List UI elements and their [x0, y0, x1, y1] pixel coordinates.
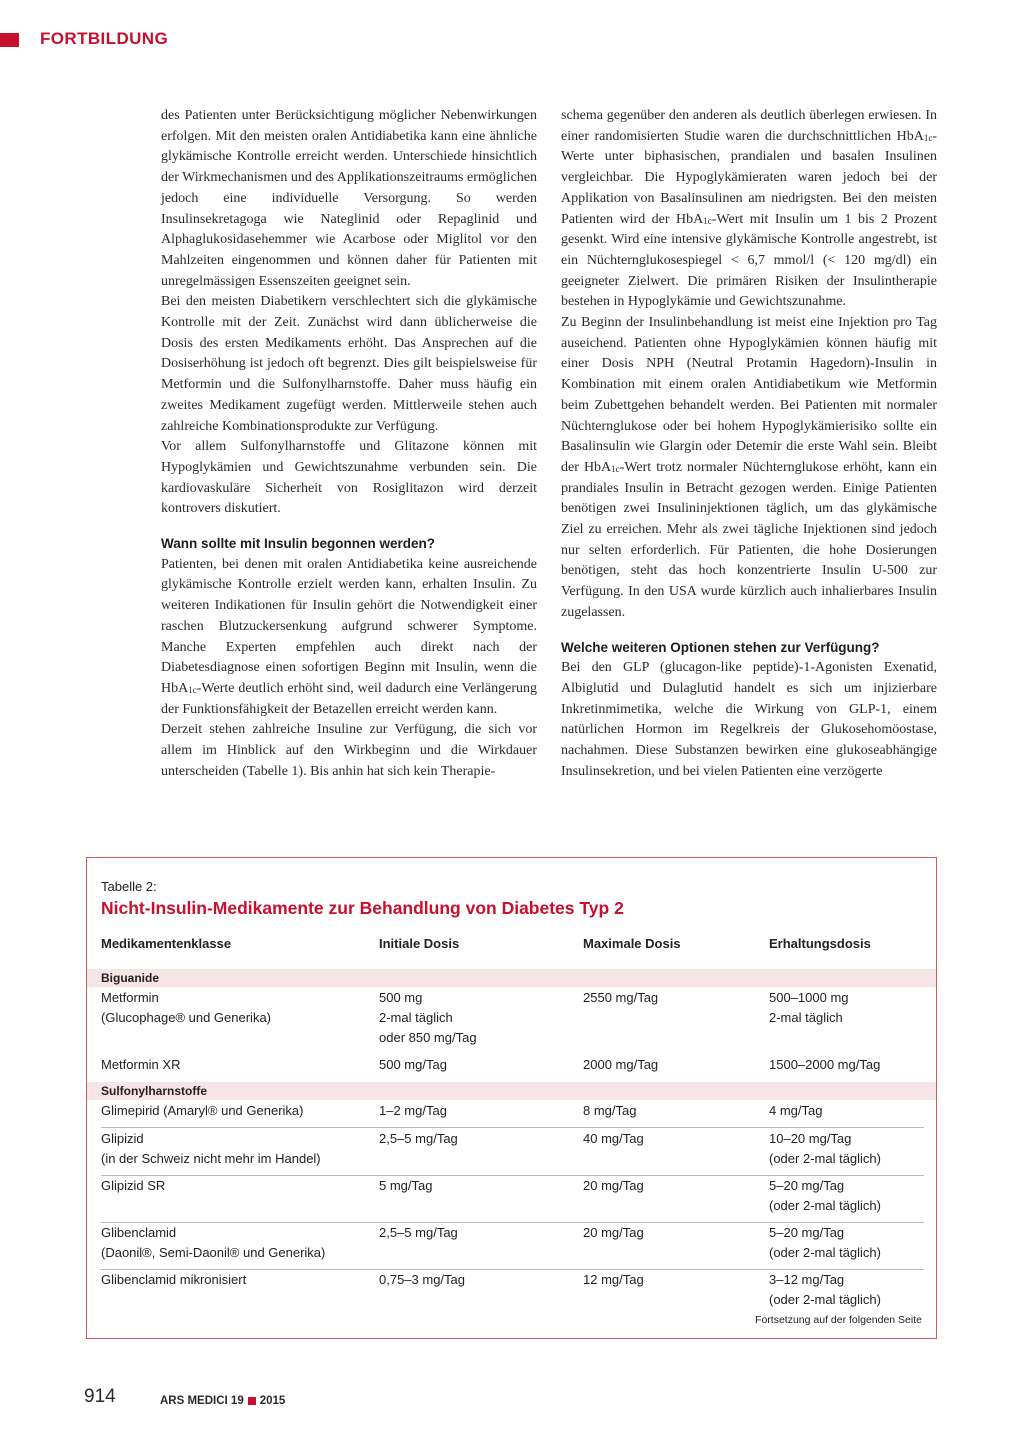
table-cell: [101, 1176, 165, 1196]
table-cell: [583, 1129, 644, 1149]
table-cell: [769, 1176, 881, 1216]
cell-line: Glipizid: [101, 1131, 144, 1146]
cell-line: 2550 mg/Tag: [583, 990, 659, 1005]
journal-year: 2015: [259, 1395, 286, 1407]
cell-line: 12 mg/Tag: [583, 1272, 644, 1287]
table-cell: [101, 1270, 246, 1290]
table-cell: [769, 1129, 881, 1169]
cell-line: oder 850 mg/Tag: [379, 1030, 477, 1045]
table-box: [86, 857, 937, 1339]
paragraph: schema gegenüber den anderen als deutlich überlegen erwiesen. In einer randomisierten Studie waren die durchschnittlichen HbA$_{1c}$-Werte unter biphasischen, prandialen und basalen Insulinen vergleichbar. Die Hypoglykämieraten waren jedoch bei der Applikation von Basalinsulinen am niedrigsten. Bei den meisten Patienten wird der HbA$_{1c}$-Wert mit Insulin um 1 bis 2 Prozent gesenkt. Wird eine intensive glykämische Kontrolle angestrebt, ist ein Nüchternglukosespiegel < 6,7 mmol/l (< 120 mg/dl) ein geeigneter Zielwert. Die primären Risiken der Insulintherapie bestehen in Hypoglykämie und Gewichtszunahme.: [561, 108, 938, 310]
cell-line: 2-mal täglich: [379, 1010, 453, 1025]
table-cell: [101, 1129, 321, 1169]
table-cell: [101, 988, 271, 1028]
table-cell: [379, 1176, 432, 1196]
table-cell: [379, 1223, 458, 1243]
table-category: Sulfonylharnstoffe: [87, 1082, 936, 1100]
table-cell: [583, 1055, 658, 1075]
table-cell: [583, 1270, 644, 1290]
table-cell: [769, 988, 849, 1028]
table-cell: [583, 1176, 644, 1196]
cell-line: 500 mg: [379, 990, 423, 1005]
cell-line: 2,5–5 mg/Tag: [379, 1131, 458, 1146]
cell-line: 5–20 mg/Tag: [769, 1225, 845, 1240]
table-row: [101, 1129, 924, 1176]
table-cell: [101, 1055, 180, 1075]
left-column: [161, 106, 537, 783]
journal-name: ARS MEDICI 19: [160, 1395, 244, 1407]
right-column: [561, 106, 937, 783]
cell-line: Glibenclamid: [101, 1225, 177, 1240]
table-cell: [769, 1055, 880, 1075]
column-header: Medikamentenklasse: [101, 936, 232, 951]
table-row: [101, 1270, 924, 1316]
paragraph: des Patienten unter Berücksichtigung möglicher Nebenwirkungen erfolgen. Mit den meisten oralen Antidiabetika kann eine ähnliche glykämische Kontrolle erreicht werden. Unterschiede hinsichtlich der Wirkmechanismen und des Applikationszeitraums ermöglichen jedoch eine individuelle Versorgung. So werden Insulinsekretagoga wie Nateglinid oder Repaglinid und Alphaglukosidasehemmer wie Acarbose oder Miglitol vor den Mahlzeiten eingenommen und können daher für Patienten mit unregelmässigen Essenszeiten geeignet sein.: [161, 108, 537, 289]
cell-line: 20 mg/Tag: [583, 1178, 644, 1193]
cell-line: (oder 2-mal täglich): [769, 1198, 881, 1213]
cell-line: (Daonil®, Semi-Daonil® und Generika): [101, 1245, 326, 1260]
cell-line: 4 mg/Tag: [769, 1103, 823, 1118]
cell-line: 500 mg/Tag: [379, 1057, 447, 1072]
cell-line: 1500–2000 mg/Tag: [769, 1057, 881, 1072]
cell-line: Glimepirid (Amaryl® und Generika): [101, 1103, 304, 1118]
table-row: [101, 1101, 924, 1128]
section-label: FORTBILDUNG: [40, 29, 169, 48]
table-row: [101, 988, 924, 1054]
table-cell: [379, 1129, 458, 1149]
table-cell: [769, 1223, 881, 1263]
journal-info: [160, 1395, 285, 1407]
cell-line: 20 mg/Tag: [583, 1225, 644, 1240]
paragraph: Zu Beginn der Insulinbehandlung ist meist eine Injektion pro Tag auseichend. Patienten ohne Hypoglykämien können häufig mit einer Dosis NPH (Neutral Protamin Hagedorn)-Insulin in Kombination mit einem oralen Antidiabetikum wie Metformin beim Zubettgehen behandelt werden. Bei Patienten mit normaler Nüchternglukose oder bei hohem Hypoglykämierisiko sollte ein Basalinsulin wie Glargin oder Detemir die erste Wahl sein. Bleibt der HbA$_{1c}$-Wert trotz normaler Nüchternglukose erhöht, kann ein prandiales Insulin in Betracht gezogen werden. Einige Patienten benötigen zwei Insulininjektionen täglich, um das glykämische Ziel zu erreichen. Mehr als zwei tägliche Injektionen sind jedoch nur selten erforderlich. Für Patienten, die hohe Dosierungen benötigen, steht das hoch konzentrierte Insulin U-500 zur Verfügung. In den USA wurde kürzlich auch inhalierbares Insulin zugelassen.: [561, 315, 937, 620]
cell-line: 3–12 mg/Tag: [769, 1272, 845, 1287]
section-heading: Welche weiteren Optionen stehen zur Verfügung?: [561, 639, 880, 655]
cell-line: Glibenclamid mikronisiert: [101, 1272, 247, 1287]
cell-line: 2000 mg/Tag: [583, 1057, 659, 1072]
paragraph: Bei den meisten Diabetikern verschlechtert sich die glykämische Kontrolle mit der Zeit. Zunächst wird dann üblicherweise die Dosis des ersten Medikaments erhöht. Das Ansprechen auf die Dosiserhöhung ist jedoch oft begrenzt. Dies gilt beispielsweise für Metformin und die Sulfonylharnstoffe. Daher muss häufig ein zweites Medikament zugefügt werden. Mittlerweile stehen auch zahlreiche Kombinationsprodukte zur Verfügung.: [161, 294, 537, 434]
table-cell: [379, 988, 477, 1048]
cell-line: 0,75–3 mg/Tag: [379, 1272, 466, 1287]
cell-line: 500–1000 mg: [769, 990, 849, 1005]
table-title: Nicht-Insulin-Medikamente zur Behandlung von Diabetes Typ 2: [101, 898, 624, 918]
table-cell: [101, 1101, 303, 1121]
table-cell: [583, 1223, 644, 1243]
table-label: Tabelle 2:: [101, 879, 157, 894]
section-heading: Wann sollte mit Insulin begonnen werden?: [161, 536, 436, 552]
cell-line: Glipizid SR: [101, 1178, 166, 1193]
section-marker: [0, 33, 19, 47]
cell-line: (Glucophage® und Generika): [101, 1010, 272, 1025]
cell-line: 2-mal täglich: [769, 1010, 843, 1025]
cell-line: (oder 2-mal täglich): [769, 1151, 881, 1166]
cell-line: (oder 2-mal täglich): [769, 1292, 881, 1307]
table-cell: [379, 1270, 465, 1290]
cell-line: 40 mg/Tag: [583, 1131, 644, 1146]
cell-line: 5 mg/Tag: [379, 1178, 433, 1193]
cell-line: 8 mg/Tag: [583, 1103, 637, 1118]
paragraph: Bei den GLP (glucagon-like peptide)-1-Agonisten Exenatid, Albiglutid und Dulaglutid handelt es sich um injizierbare Inkretinmimetika, welche die Wirkung von GLP-1, einem natürlichen Hormon im Regelkreis der Glukosehomöostase, nachahmen. Diese Substanzen bewirken eine glukoseabhängige Insulinsekretion, und bei vielen Patienten eine verzögerte: [561, 660, 937, 779]
cell-line: 10–20 mg/Tag: [769, 1131, 852, 1146]
paragraph: Derzeit stehen zahlreiche Insuline zur Verfügung, die sich vor allem im Hinblick auf den Wirkbeginn und die Wirkdauer unterscheiden (Tabelle 1). Bis anhin hat sich kein Therapie-: [161, 722, 537, 779]
cell-line: Metformin: [101, 990, 159, 1005]
column-header: Maximale Dosis: [583, 936, 681, 951]
table-row: [101, 1176, 924, 1223]
cell-line: Metformin XR: [101, 1057, 181, 1072]
cell-line: 2,5–5 mg/Tag: [379, 1225, 458, 1240]
table-continuation-note: Fortsetzung auf der folgenden Seite: [755, 1314, 922, 1326]
column-header: Initiale Dosis: [379, 936, 460, 951]
table-cell: [379, 1055, 447, 1075]
table-cell: [379, 1101, 447, 1121]
cell-line: 1–2 mg/Tag: [379, 1103, 447, 1118]
page-number: 914: [84, 1386, 116, 1407]
table-header: [101, 936, 931, 956]
journal-separator: [248, 1397, 256, 1405]
paragraph: Patienten, bei denen mit oralen Antidiabetika keine ausreichende glykämische Kontrolle erzielt werden kann, erhalten Insulin. Zu weiteren Indikationen für Insulin gehört die Notwendigkeit einer raschen Blutzuckersenkung aufgrund schwerer Symptome. Manche Experten empfehlen auch direkt nach der Diabetesdiagnose einen sofortigen Beginn mit Insulin, wenn die HbA$_{1c}$-Werte deutlich erhöht sind, weil dadurch eine Verlängerung der Funktionsfähigkeit der Betazellen erreicht werden kann.: [161, 556, 537, 717]
cell-line: (oder 2-mal täglich): [769, 1245, 881, 1260]
cell-line: 5–20 mg/Tag: [769, 1178, 845, 1193]
table-cell: [769, 1101, 822, 1121]
table-row: [101, 1055, 924, 1081]
paragraph: Vor allem Sulfonylharnstoffe und Glitazone können mit Hypoglykämien und Gewichtszunahme verbunden sein. Die kardiovaskuläre Sicherheit von Rosiglitazon wird derzeit kontrovers diskutiert.: [161, 439, 537, 517]
table-cell: [583, 988, 658, 1008]
column-header: Erhaltungsdosis: [769, 936, 871, 951]
cell-line: (in der Schweiz nicht mehr im Handel): [101, 1151, 321, 1166]
table-cell: [583, 1101, 636, 1121]
table-cell: [769, 1270, 881, 1310]
table-cell: [101, 1223, 325, 1263]
table-category: Biguanide: [87, 969, 936, 987]
table-row: [101, 1223, 924, 1270]
